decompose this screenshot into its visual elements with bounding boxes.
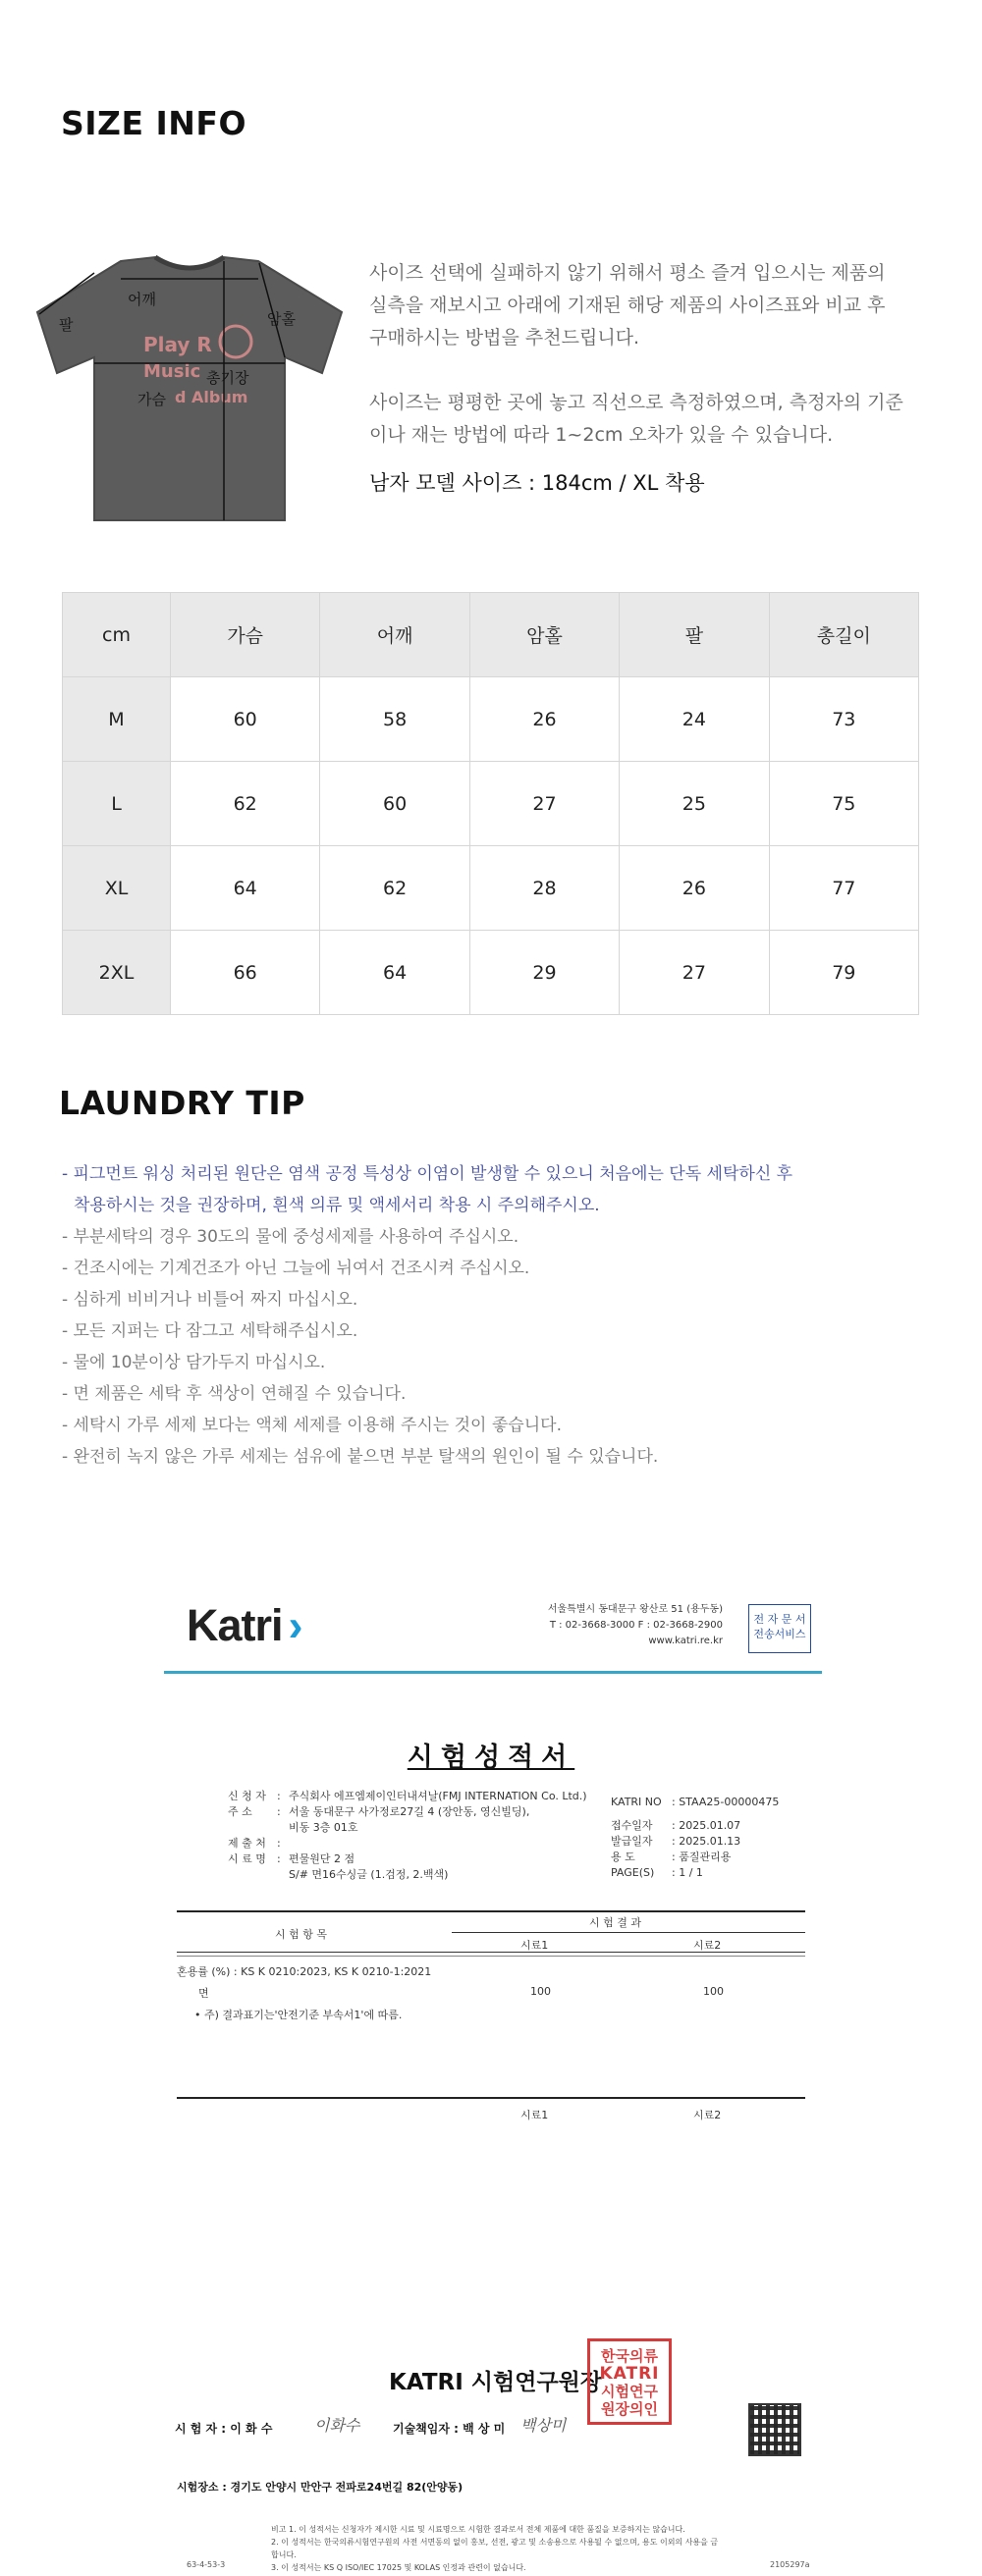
desc-line: 사이즈는 평평한 곳에 놓고 직선으로 측정하였으며, 측정자의 기준: [369, 392, 903, 413]
sample2-header: 시료2: [693, 1939, 722, 1952]
col-header: 어깨: [320, 593, 469, 677]
certificate-notes: [271, 2523, 723, 2574]
size-info-title: SIZE INFO: [61, 104, 246, 142]
desc-line: 구매하시는 방법을 추천드립니다.: [369, 327, 640, 349]
seal-line: KATRI: [599, 2364, 660, 2384]
tshirt-diagram: [27, 255, 352, 532]
tester: 시 험 자 : 이 화 수: [175, 2422, 273, 2436]
result-row-sub: 면: [198, 1987, 209, 2000]
field-key: PAGE(S): [611, 1866, 655, 1879]
tech-signature: 백상미: [520, 2416, 567, 2435]
note-line: 2. 이 성적서는 한국의류시험연구원의 사전 서면동의 없이 홍보, 선전, 광고 및 소송용으로 사용될 수 없으며, 용도 이외의 사용을 금합니다.: [271, 2538, 719, 2559]
cell: 26: [620, 846, 769, 931]
col-header: cm: [63, 593, 171, 677]
item-header: 시 험 항 목: [275, 1928, 327, 1941]
row-size: M: [63, 677, 171, 762]
result-header: 시 험 결 과: [589, 1916, 641, 1929]
test-certificate: [157, 1571, 825, 2576]
stamp-line: 전송서비스: [753, 1628, 806, 1640]
sample1-footer: 시료1: [520, 2109, 549, 2121]
cell: 75: [769, 762, 918, 846]
qr-code-icon: [748, 2403, 801, 2456]
cell: 64: [171, 846, 320, 931]
field-value: 서울 동대문구 사가정로27길 4 (장안동, 영신빌딩),: [289, 1805, 530, 1818]
tip-line: - 완전히 녹지 않은 가루 세제는 섬유에 붙으면 부분 탈색의 원인이 될 수 있습니다.: [62, 1447, 659, 1467]
result-note: • 주) 결과표기는'안전기준 부속서1'에 따름.: [194, 2009, 403, 2021]
note-line: 비고 1. 이 성적서는 신청자가 제시한 시료 및 시료명으로 시험한 결과로서 전체 제품에 대한 품질을 보증하지는 않습니다.: [271, 2525, 685, 2534]
laundry-tips: [62, 1158, 926, 1473]
cell: 25: [620, 762, 769, 846]
field-key: 주 소: [228, 1805, 252, 1818]
field-value: : 2025.01.13: [672, 1835, 741, 1848]
tip-line: - 물에 10분이상 담가두지 마십시오.: [62, 1353, 326, 1372]
cell: 62: [171, 762, 320, 846]
official-seal: [587, 2338, 672, 2425]
test-place: 시험장소 : 경기도 안양시 만안구 전파로24번길 82(안양동): [177, 2481, 464, 2494]
field-key: KATRI NO: [611, 1796, 662, 1808]
tip-line: - 세탁시 가루 세제 보다는 액체 세제를 이용해 주시는 것이 좋습니다.: [62, 1416, 562, 1435]
desc-line: 이나 재는 방법에 따라 1~2cm 오차가 있을 수 있습니다.: [369, 424, 834, 446]
certificate-title: 시험성적서: [407, 1743, 575, 1773]
field-value: 비동 3층 01호: [289, 1821, 358, 1834]
row-size: XL: [63, 846, 171, 931]
col-header: 가슴: [171, 593, 320, 677]
table-row: [63, 931, 919, 1015]
tee-print-2: Music: [143, 361, 201, 382]
sample1-header: 시료1: [520, 1939, 549, 1952]
tip-line: - 모든 지퍼는 다 잠그고 세탁해주십시오.: [62, 1321, 358, 1341]
field-key: 신 청 자: [228, 1790, 266, 1802]
table-row: [63, 846, 919, 931]
label-shoulder: 어깨: [128, 291, 156, 308]
label-armhole: 암홀: [267, 310, 296, 328]
chevron-right-icon: ›: [288, 1600, 302, 1650]
cell: 60: [171, 677, 320, 762]
tee-print-3: d Album: [175, 388, 248, 406]
field-value: : 2025.01.07: [672, 1819, 741, 1832]
cell: 28: [469, 846, 619, 931]
tip-line: 착용하시는 것을 권장하며, 흰색 의류 및 액세서리 착용 시 주의해주시오.: [74, 1196, 600, 1215]
field-key: 용 도: [611, 1851, 635, 1863]
cell: 27: [620, 931, 769, 1015]
size-description: [369, 257, 949, 452]
row-size: 2XL: [63, 931, 171, 1015]
cell: 62: [320, 846, 469, 931]
table-row: [63, 762, 919, 846]
field-value: 주식회사 에프엠제이인터내셔날(FMJ INTERNATION Co. Ltd.): [289, 1790, 587, 1802]
result-value-1: 100: [530, 1985, 551, 1998]
cell: 66: [171, 931, 320, 1015]
col-header: 암홀: [469, 593, 619, 677]
desc-line: 실측을 재보시고 아래에 기재된 해당 제품의 사이즈표와 비교 후: [369, 295, 886, 316]
field-value: : 1 / 1: [672, 1866, 703, 1879]
cell: 73: [769, 677, 918, 762]
katri-logo-text: Katri: [187, 1600, 283, 1650]
cell: 29: [469, 931, 619, 1015]
cell: 24: [620, 677, 769, 762]
col-header: 총길이: [769, 593, 918, 677]
label-length: 총기장: [206, 369, 249, 387]
director-title: KATRI 시험연구원장: [389, 2370, 603, 2395]
e-document-stamp: [748, 1604, 811, 1653]
cell: 26: [469, 677, 619, 762]
field-value: S/# 면16수싱글 (1.검정, 2.백색): [289, 1868, 449, 1881]
cell: 77: [769, 846, 918, 931]
field-key: 접수일자: [611, 1819, 653, 1832]
katri-logo: [187, 1600, 302, 1651]
sample2-footer: 시료2: [693, 2109, 722, 2121]
tip-line: - 심하게 비비거나 비틀어 짜지 마십시오.: [62, 1290, 358, 1310]
note-line: 3. 이 성적서는 KS Q ISO/IEC 17025 및 KOLAS 인정과 관련이 없습니다.: [271, 2563, 526, 2572]
report-info: [611, 1795, 817, 1881]
field-value: 편물원단 2 점: [289, 1852, 355, 1865]
size-table: [62, 592, 919, 1015]
field-key: 시 료 명: [228, 1852, 266, 1865]
tshirt-icon: [27, 255, 352, 532]
cell: 60: [320, 762, 469, 846]
seal-line: 원장의인: [601, 2400, 658, 2418]
row-size: L: [63, 762, 171, 846]
seal-line: 한국의류: [601, 2347, 658, 2365]
laundry-tip-title: LAUNDRY TIP: [59, 1084, 305, 1122]
cell: 64: [320, 931, 469, 1015]
tip-line: - 피그먼트 워싱 처리된 원단은 염색 공정 특성상 이염이 발생할 수 있으니 처음에는 단독 세탁하신 후: [62, 1164, 793, 1184]
katri-address: [526, 1602, 723, 1649]
field-key: 제 출 처: [228, 1837, 266, 1850]
label-chest: 가슴: [137, 391, 166, 408]
field-value: : 품질관리용: [672, 1851, 732, 1863]
address-line: 서울특별시 동대문구 왕산로 51 (용두동): [547, 1604, 723, 1615]
result-row-label: 혼용률 (%) : KS K 0210:2023, KS K 0210-1:2021: [177, 1965, 432, 1978]
desc-line: 사이즈 선택에 실패하지 않기 위해서 평소 즐겨 입으시는 제품의: [369, 262, 886, 284]
label-sleeve: 팔: [59, 316, 74, 334]
table-header-row: [63, 593, 919, 677]
model-size: 남자 모델 사이즈 : 184cm / XL 착용: [369, 471, 705, 495]
field-key: 발급일자: [611, 1835, 653, 1848]
header-divider: [164, 1671, 822, 1674]
stamp-line: 전 자 문 서: [753, 1613, 806, 1626]
form-code: 63-4-53-3: [187, 2560, 226, 2569]
applicant-info: 신 청 자 : 주식회사 에프엠제이인터내셔날(FMJ INTERNATION Co. Ltd.) 주 소 : 서울 동대문구 사가정로27길 4 (장안동, 영신빌딩), 비동 3층 01호 제 출 처 : 시 료 명 : 편물원단 2 점 S/# 면16수싱글 (1.검정, 2.백색): [228, 1790, 587, 1881]
technical-manager: 기술책임자 : 백 상 미: [393, 2422, 506, 2436]
cell: 79: [769, 931, 918, 1015]
tip-line: - 부분세탁의 경우 30도의 물에 중성세제를 사용하여 주십시오.: [62, 1227, 519, 1247]
seal-line: 시험연구: [601, 2383, 658, 2400]
col-header: 팔: [620, 593, 769, 677]
field-value: : STAA25-00000475: [672, 1796, 780, 1808]
doc-code: 2105297a: [770, 2560, 810, 2569]
table-row: [63, 677, 919, 762]
cell: 58: [320, 677, 469, 762]
address-line: www.katri.re.kr: [648, 1636, 723, 1646]
tip-line: - 면 제품은 세탁 후 색상이 연해질 수 있습니다.: [62, 1384, 407, 1404]
tip-line: - 건조시에는 기계건조가 아닌 그늘에 뉘여서 건조시켜 주십시오.: [62, 1259, 530, 1278]
result-value-2: 100: [703, 1985, 724, 1998]
tester-signature: 이화수: [314, 2416, 360, 2435]
tee-print-1: Play R: [143, 333, 212, 356]
cell: 27: [469, 762, 619, 846]
address-line: T : 02-3668-3000 F : 02-3668-2900: [549, 1620, 723, 1631]
